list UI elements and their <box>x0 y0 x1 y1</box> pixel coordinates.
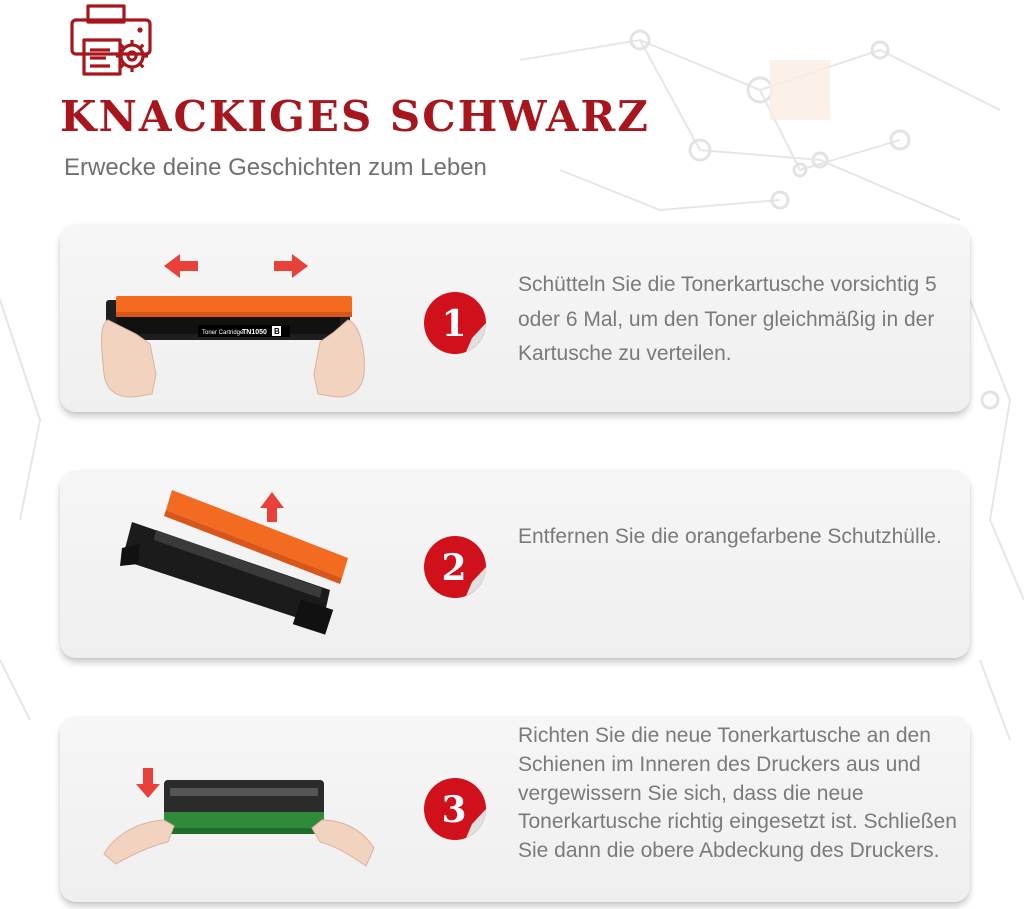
hands-shaking-toner-icon <box>60 224 420 412</box>
step-instruction-text: Schütteln Sie die Tonerkartusche vorsichtig 5 oder 6 Mal, um den Toner gleichmäßig in der Kartusche zu verteilen. <box>518 273 937 365</box>
step-number-badge-3 <box>422 776 488 842</box>
step-card-1 <box>60 224 970 412</box>
cartridge-model-text: TN1050 <box>242 329 267 336</box>
page-title: KNACKIGES SCHWARZ <box>60 92 650 141</box>
step-instruction-text: Entfernen Sie die orangefarbene Schutzhülle. <box>518 525 942 548</box>
step-card-2 <box>60 470 970 658</box>
step-number-text: 3 <box>441 789 467 831</box>
step-number-text: 2 <box>441 547 467 589</box>
remove-protective-cover-icon <box>60 470 420 658</box>
step-number-badge-1 <box>422 290 488 356</box>
step-number-badge-2 <box>422 534 488 600</box>
step-card-3 <box>60 716 970 902</box>
header <box>0 0 1024 200</box>
page-subtitle: Erwecke deine Geschichten zum Leben <box>64 154 487 181</box>
insert-cartridge-icon <box>60 716 420 902</box>
cartridge-label-text: Toner Cartridge <box>202 330 244 336</box>
step-instruction-text: Richten Sie die neue Tonerkartusche an den Schienen im Inneren des Druckers aus und vergewissern Sie sich, dass die neue Tonerkartusche richtig eingesetzt ist. Schließen Sie dann die obere Abdeckung des Druckers. <box>518 724 957 863</box>
cartridge-color-code: B <box>274 327 280 336</box>
step-number-text: 1 <box>441 303 467 345</box>
printer-settings-icon <box>66 2 156 80</box>
